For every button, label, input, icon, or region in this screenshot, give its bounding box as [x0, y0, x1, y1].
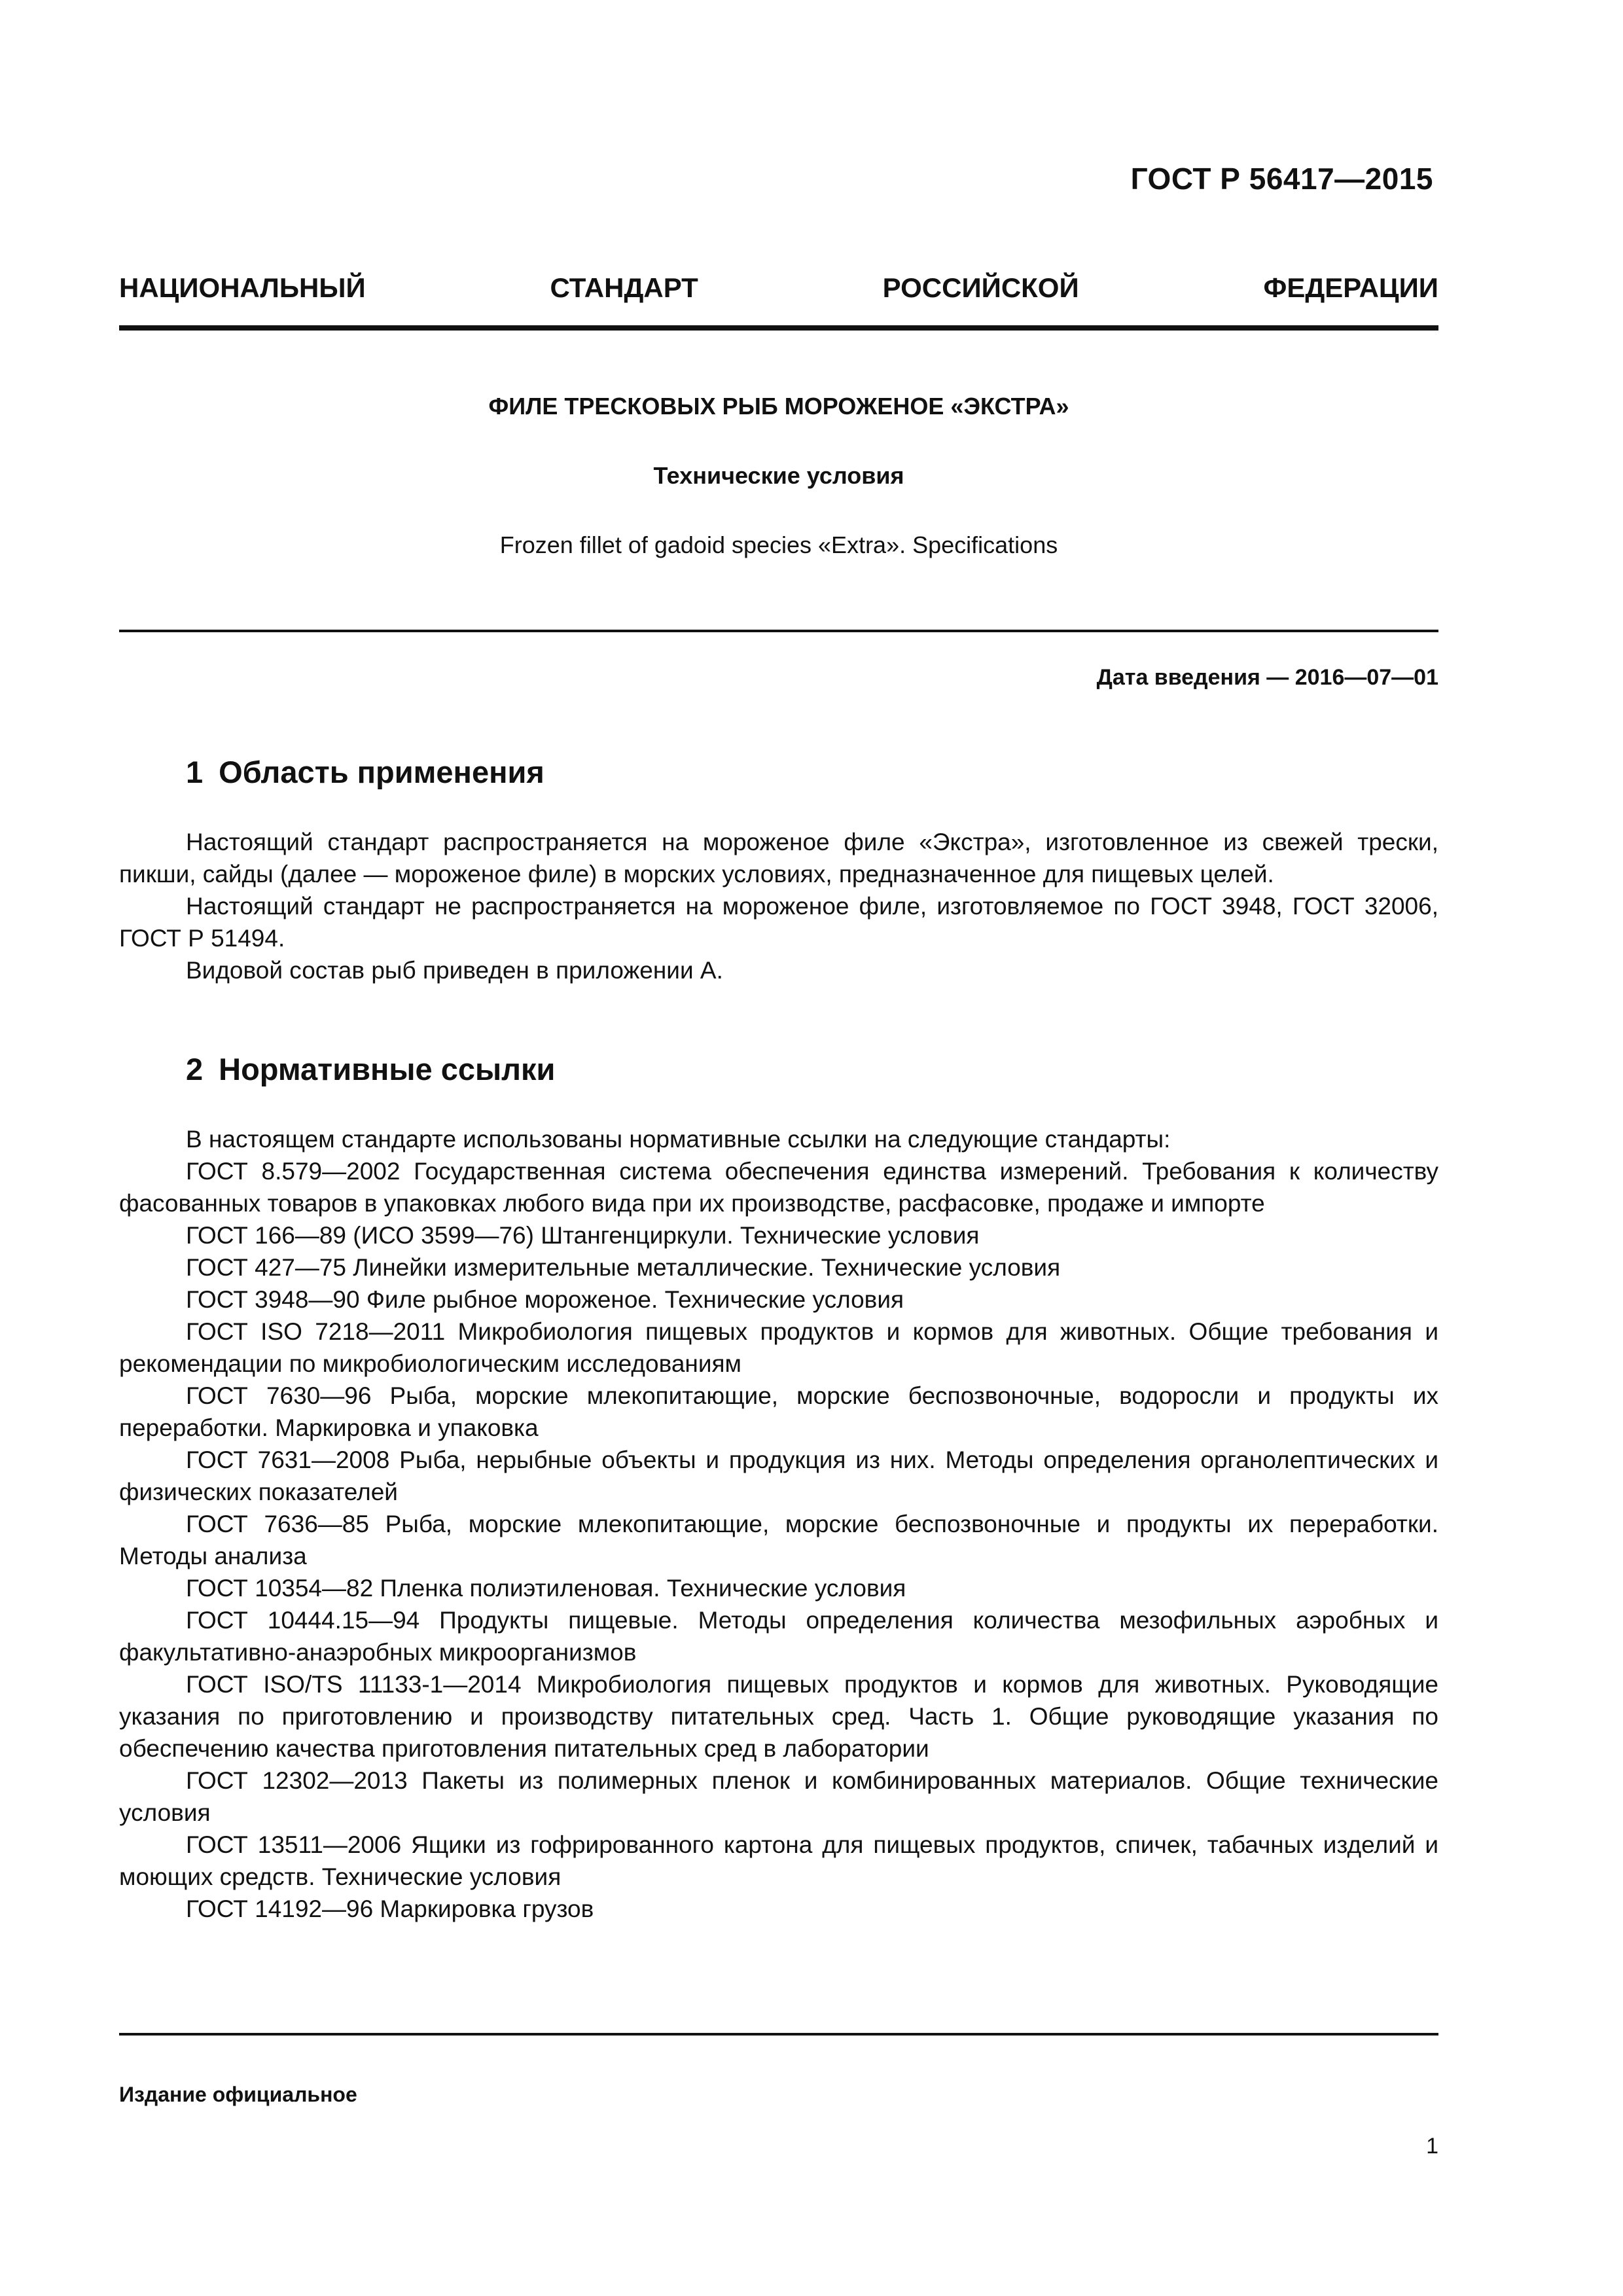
paragraph: Настоящий стандарт не распространяется на мороженое филе, изготовляемое по ГОСТ 3948, ГОСТ 32006, ГОСТ Р 51494.: [119, 893, 1438, 952]
section-1-number: 1: [186, 755, 204, 789]
section-2-body: [119, 1123, 1438, 1925]
introduction-date: Дата введения — 2016—07—01: [1096, 665, 1438, 690]
reference-item: ГОСТ 10354—82 Пленка полиэтиленовая. Технические условия: [186, 1575, 906, 1602]
references-intro: В настоящем стандарте использованы нормативные ссылки на следующие стандарты:: [186, 1126, 1171, 1153]
reference-item: ГОСТ 13511—2006 Ящики из гофрированного картона для пищевых продуктов, спичек, табачных изделий и моющих средств. Технические условия: [119, 1831, 1438, 1890]
document-number: ГОСТ Р 56417—2015: [1130, 162, 1433, 196]
reference-item: ГОСТ 427—75 Линейки измерительные металлические. Технические условия: [186, 1254, 1061, 1281]
section-2-heading: [186, 1051, 555, 1087]
national-standard-word: СТАНДАРТ: [550, 272, 698, 303]
reference-item: ГОСТ 10444.15—94 Продукты пищевые. Методы определения количества мезофильных аэробных и факультативно-анаэробных микроорганизмов: [119, 1607, 1438, 1666]
reference-item: ГОСТ 7631—2008 Рыба, нерыбные объекты и продукция из них. Методы определения органолептических и физических показателей: [119, 1446, 1438, 1505]
official-edition-label: Издание официальное: [119, 2083, 357, 2106]
reference-item: ГОСТ 12302—2013 Пакеты из полимерных пленок и комбинированных материалов. Общие технические условия: [119, 1767, 1438, 1826]
footer-divider: [119, 2033, 1438, 2036]
header-divider: [119, 325, 1438, 331]
page-number: 1: [1426, 2134, 1438, 2159]
reference-item: ГОСТ 7636—85 Рыба, морские млекопитающие, морские беспозвоночные и продукты их переработки. Методы анализа: [119, 1511, 1438, 1570]
reference-item: ГОСТ 8.579—2002 Государственная система обеспечения единства измерений. Требования к количеству фасованных товаров в упаковках любого вида при их производстве, расфасовке, продаже и импорте: [119, 1158, 1438, 1217]
reference-item: ГОСТ 166—89 (ИСО 3599—76) Штангенциркули. Технические условия: [186, 1222, 980, 1249]
national-standard-word: РОССИЙСКОЙ: [882, 272, 1079, 303]
document-title-english: Frozen fillet of gadoid species «Extra». Specifications: [499, 531, 1058, 558]
national-standard-word: НАЦИОНАЛЬНЫЙ: [119, 272, 366, 303]
reference-item: ГОСТ 3948—90 Филе рыбное мороженое. Технические условия: [186, 1286, 904, 1313]
section-2-title: Нормативные ссылки: [219, 1052, 556, 1086]
paragraph: Видовой состав рыб приведен в приложении А.: [186, 957, 723, 984]
section-2-number: 2: [186, 1052, 204, 1086]
section-1-body: [119, 826, 1438, 986]
reference-item: ГОСТ ISO 7218—2011 Микробиология пищевых продуктов и кормов для животных. Общие требования и рекомендации по микробиологическим исследованиям: [119, 1318, 1438, 1377]
national-standard-word: ФЕДЕРАЦИИ: [1263, 272, 1438, 303]
section-1-heading: [186, 754, 544, 790]
reference-item: ГОСТ ISO/TS 11133-1—2014 Микробиология пищевых продуктов и кормов для животных. Руководящие указания по приготовлению и производству питательных сред. Часть 1. Общие руководящие указания по обеспечению качества приготовления питательных сред в лаборатории: [119, 1671, 1438, 1762]
document-subtitle: Технические условия: [653, 462, 904, 489]
paragraph: Настоящий стандарт распространяется на мороженое филе «Экстра», изготовленное из свежей трески, пикши, сайды (далее — мороженое филе) в морских условиях, предназначенное для пищевых целей.: [119, 829, 1438, 888]
section-1-title: Область применения: [219, 755, 544, 789]
document-title: ФИЛЕ ТРЕСКОВЫХ РЫБ МОРОЖЕНОЕ «ЭКСТРА»: [488, 393, 1069, 420]
title-divider: [119, 630, 1438, 632]
reference-item: ГОСТ 14192—96 Маркировка грузов: [186, 1895, 594, 1922]
reference-item: ГОСТ 7630—96 Рыба, морские млекопитающие, морские беспозвоночные, водоросли и продукты их переработки. Маркировка и упаковка: [119, 1382, 1438, 1441]
national-standard-heading: [119, 268, 1438, 308]
